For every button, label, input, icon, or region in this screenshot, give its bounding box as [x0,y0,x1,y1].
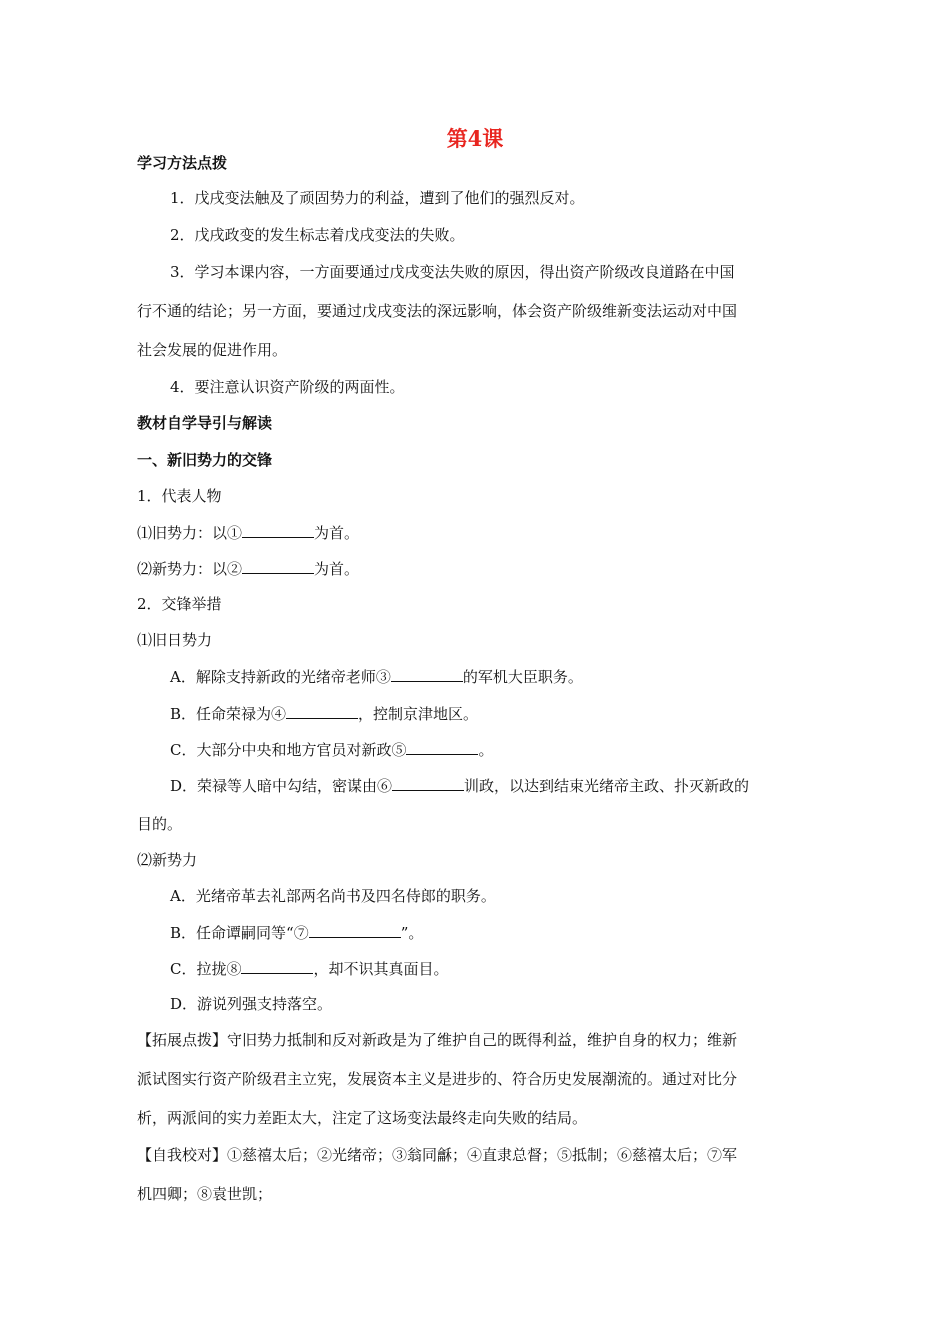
old-measure-c [170,739,494,760]
old-measure-a [170,666,583,687]
item-representatives: 1．代表人物 [137,487,222,505]
new-force-label: ⑵新势力：以② [137,560,243,578]
self-check-line2: 机四卿；⑧袁世凯； [137,1185,273,1203]
new-force-leader [137,558,359,579]
old-force-label: ⑴旧势力：以① [137,524,243,542]
fill-blank-7[interactable] [309,922,401,938]
old-measure-d-suffix: 训政，以达到结束光绪帝主政、扑灭新政的 [464,777,750,795]
fill-blank-6[interactable] [392,775,464,791]
new-force-heading: ⑵新势力 [137,851,198,869]
new-measure-a: A．光绪帝革去礼部两名尚书及四名侍郎的职务。 [170,887,496,905]
old-measure-b [170,703,478,724]
fill-blank-8[interactable] [241,958,313,974]
old-measure-c-text: C．大部分中央和地方官员对新政⑤ [170,741,407,759]
fill-blank-3[interactable] [391,666,463,682]
new-measure-c-text: C．拉拢⑧ [170,960,242,978]
item-measures: 2．交锋举措 [137,595,222,613]
new-measure-d: D．游说列强支持落空。 [170,995,333,1013]
section-heading-method: 学习方法点拨 [137,154,228,172]
new-measure-c-suffix: ，却不识其真面目。 [313,960,449,978]
extension-note-line1: 【拓展点拨】守旧势力抵制和反对新政是为了维护自己的既得利益，维护自身的权力；维新 [137,1031,738,1049]
new-measure-b-text: B．任命谭嗣同等“⑦ [170,924,309,942]
old-measure-d-text: D．荣禄等人暗中勾结，密谋由⑥ [170,777,393,795]
new-measure-c [170,958,449,979]
old-measure-b-text: B．任命荣禄为④ [170,705,287,723]
fill-blank-2[interactable] [242,558,314,574]
old-measure-a-text: A．解除支持新政的光绪帝老师③ [170,668,391,686]
method-point-2: 2．戊戌政变的发生标志着戊戌变法的失败。 [170,226,465,244]
new-force-suffix: 为首。 [314,560,360,578]
old-force-suffix: 为首。 [314,524,360,542]
old-force-heading: ⑴旧日势力 [137,631,213,649]
old-measure-d [170,775,749,796]
extension-note-line3: 析，两派间的实力差距太大，注定了这场变法最终走向失败的结局。 [137,1109,588,1127]
fill-blank-4[interactable] [286,703,358,719]
fill-blank-5[interactable] [406,739,478,755]
fill-blank-1[interactable] [242,522,314,538]
new-measure-b-suffix: ”。 [400,924,424,942]
method-point-3-line2: 行不通的结论；另一方面，要通过戊戌变法的深远影响，体会资产阶级维新变法运动对中国 [137,302,738,320]
lesson-title: 第4课 [446,126,504,151]
new-measure-b [170,922,423,943]
old-measure-d-line2: 目的。 [137,815,183,833]
old-force-leader [137,522,359,543]
method-point-1: 1．戊戌变法触及了顽固势力的利益，遭到了他们的强烈反对。 [170,189,585,207]
method-point-3-line1: 3．学习本课内容，一方面要通过戊戌变法失败的原因，得出资产阶级改良道路在中国 [170,263,735,281]
self-check-line1: 【自我校对】①慈禧太后；②光绪帝；③翁同龢；④直隶总督；⑤抵制；⑥慈禧太后；⑦军 [137,1146,738,1164]
old-measure-b-suffix: ，控制京津地区。 [358,705,479,723]
subsection-heading-1: 一、新旧势力的交锋 [137,451,273,469]
method-point-4: 4．要注意认识资产阶级的两面性。 [170,378,405,396]
section-heading-guide: 教材自学导引与解读 [137,414,273,432]
method-point-3-line3: 社会发展的促进作用。 [137,341,288,359]
old-measure-c-suffix: 。 [478,741,494,759]
old-measure-a-suffix: 的军机大臣职务。 [462,668,583,686]
extension-note-line2: 派试图实行资产阶级君主立宪，发展资本主义是进步的、符合历史发展潮流的。通过对比分 [137,1070,738,1088]
